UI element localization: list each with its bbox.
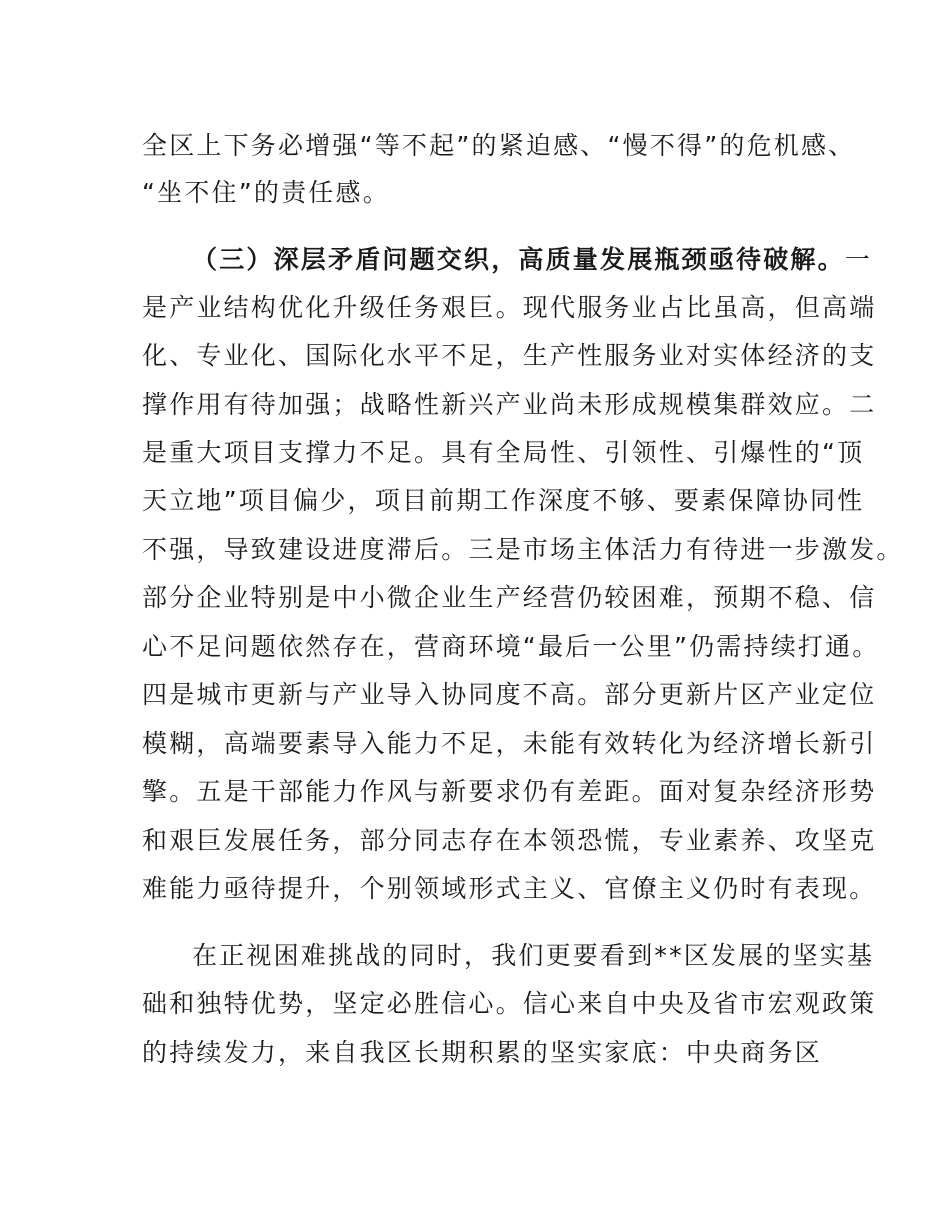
paragraph-3-line: 的持续发力，来自我区长期积累的坚实家底：中央商务区 xyxy=(142,1038,823,1067)
section-heading: （三）深层矛盾问题交织，高质量发展瓶颈亟待破解。 xyxy=(192,245,845,274)
paragraph-2-line: 撑作用有待加强；战略性新兴产业尚未形成规模集群效应。二 xyxy=(142,390,877,419)
paragraph-2-line: 和艰巨发展任务，部分同志存在本领恐慌，专业素养、攻坚克 xyxy=(142,826,877,855)
paragraph-2-line: 心不足问题依然存在，营商环境“最后一公里”仍需持续打通。 xyxy=(142,632,880,661)
paragraph-2-line: 难能力亟待提升，个别领域形式主义、官僚主义仍时有表现。 xyxy=(142,874,877,903)
paragraph-2-first-line-rest: 一 xyxy=(844,245,873,274)
paragraph-2-line: 是产业结构优化升级任务艰巨。现代服务业占比虽高，但高端 xyxy=(142,293,877,322)
paragraph-2-line: 不强，导致建设进度滞后。三是市场主体活力有待进一步激发。 xyxy=(142,535,904,564)
paragraph-2-line: 部分企业特别是中小微企业生产经营仍较困难，预期不稳、信 xyxy=(142,583,877,612)
paragraph-1-line-1: 全区上下务必增强“等不起”的紧迫感、“慢不得”的危机感、 xyxy=(142,131,856,160)
paragraph-2-line: 是重大项目支撑力不足。具有全局性、引领性、引爆性的“顶 xyxy=(142,438,865,467)
paragraph-1-line-2: “坐不住”的责任感。 xyxy=(142,178,390,207)
paragraph-2-line: 化、专业化、国际化水平不足，生产性服务业对实体经济的支 xyxy=(142,341,877,370)
paragraph-2-first-line xyxy=(192,245,872,275)
paragraph-2-line: 天立地”项目偏少，项目前期工作深度不够、要素保障协同性 xyxy=(142,486,865,515)
paragraph-2-line: 模糊，高端要素导入能力不足，未能有效转化为经济增长新引 xyxy=(142,729,877,758)
paragraph-2-line: 四是城市更新与产业导入协同度不高。部分更新片区产业定位 xyxy=(142,680,877,709)
paragraph-3-line-1: 在正视困难挑战的同时，我们更要看到**区发展的坚实基 xyxy=(192,941,875,970)
paragraph-2-line: 擎。五是干部能力作风与新要求仍有差距。面对复杂经济形势 xyxy=(142,777,877,806)
paragraph-3-line: 础和独特优势，坚定必胜信心。信心来自中央及省市宏观政策 xyxy=(142,989,877,1018)
